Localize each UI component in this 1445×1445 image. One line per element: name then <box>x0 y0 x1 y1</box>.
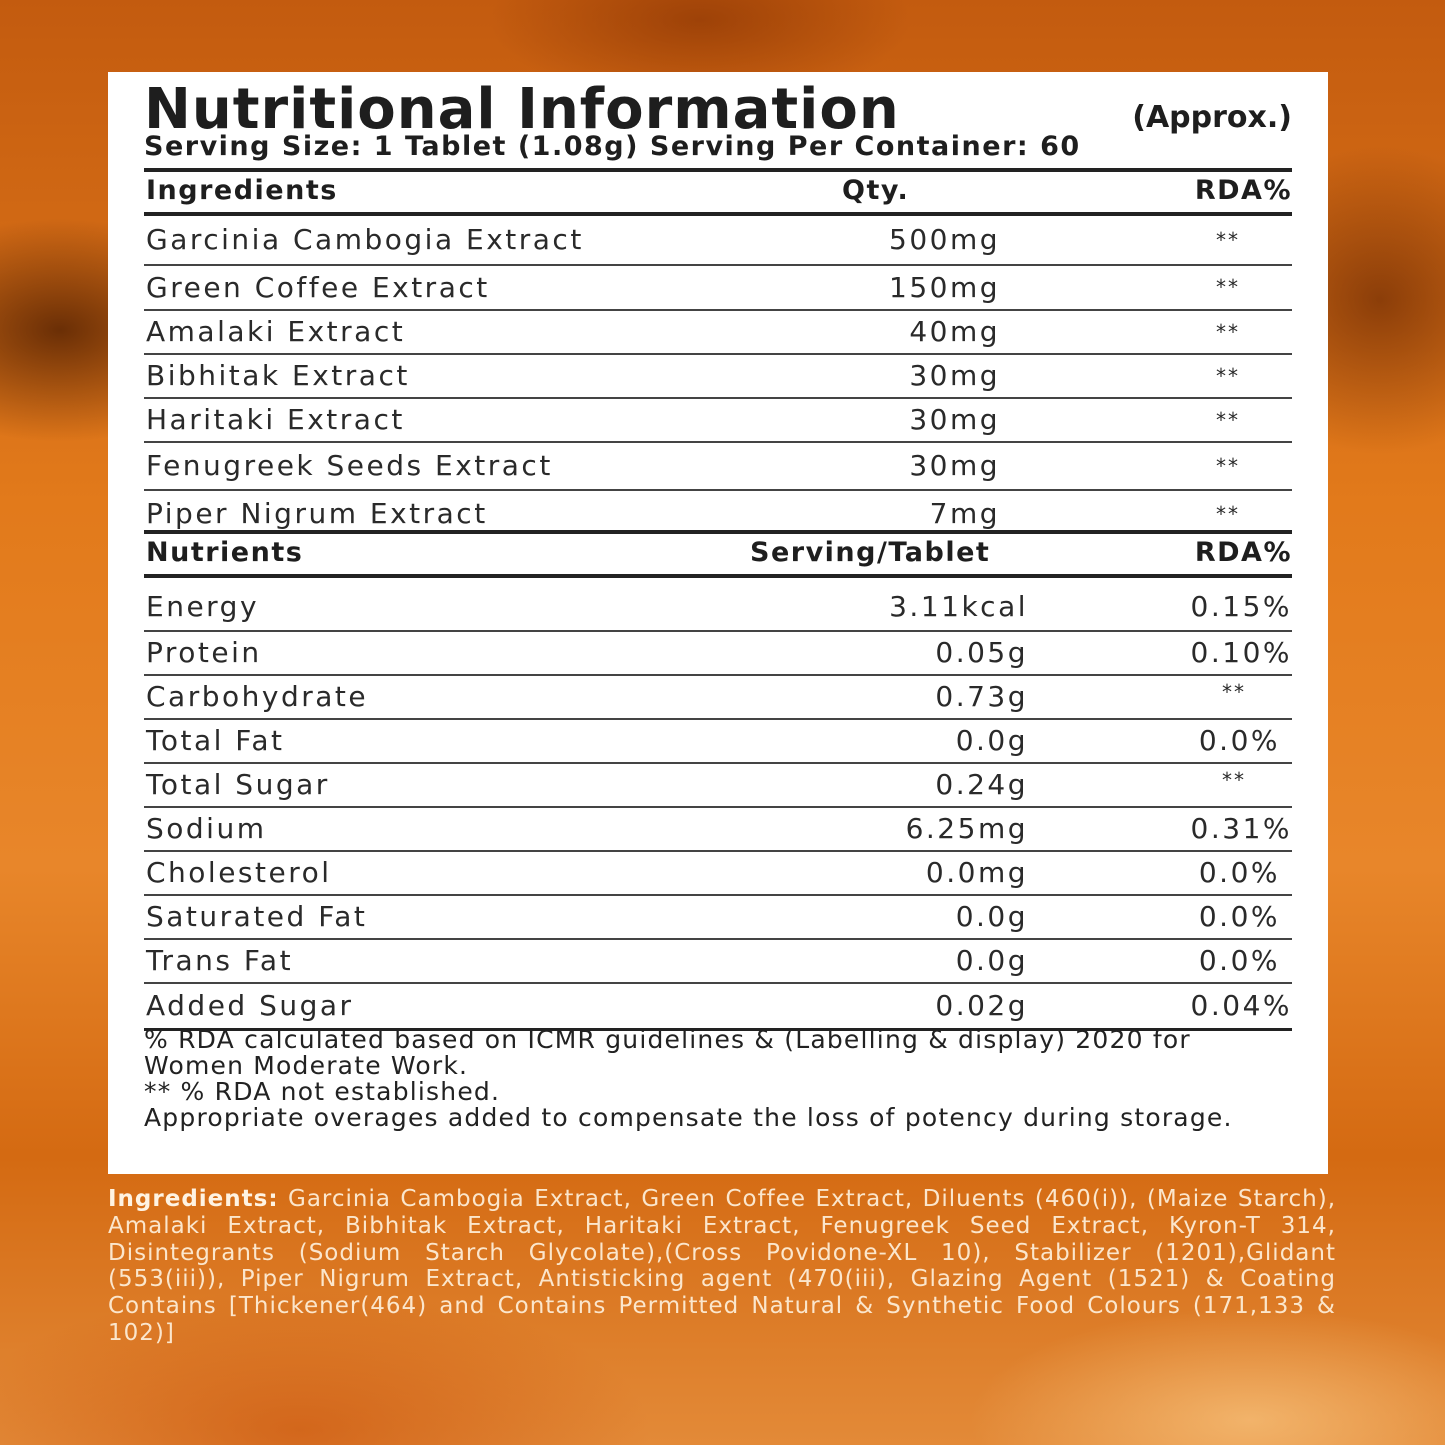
nutrient-name: Trans Fat <box>146 944 294 977</box>
table-row <box>144 720 1292 764</box>
table-row <box>144 896 1292 940</box>
ingredient-qty: 7mg <box>929 497 1000 530</box>
ingredients-table-body <box>144 216 1292 537</box>
header-rda: RDA% <box>1194 537 1292 568</box>
table-row <box>144 940 1292 984</box>
ingredient-qty: 40mg <box>909 315 1000 348</box>
nutrient-rda: 0.04% <box>1190 989 1292 1022</box>
table-row <box>144 808 1292 852</box>
ingredient-name: Amalaki Extract <box>146 315 406 348</box>
nutrient-qty: 6.25mg <box>905 812 1028 845</box>
table-row <box>144 355 1292 399</box>
ingredient-qty: 30mg <box>909 403 1000 436</box>
nutrient-name: Sodium <box>146 812 267 845</box>
ingredient-rda: ** <box>1216 320 1240 344</box>
nutrient-qty: 0.02g <box>935 989 1028 1022</box>
header-qty: Qty. <box>842 175 910 206</box>
ingredients-label: Ingredients: <box>108 1186 279 1212</box>
nutrients-table-header <box>144 530 1292 578</box>
nutrient-rda: ** <box>1222 768 1246 792</box>
ingredient-qty: 500mg <box>889 223 1000 256</box>
table-row <box>144 764 1292 808</box>
nutrient-name: Cholesterol <box>146 856 332 889</box>
ingredient-name: Green Coffee Extract <box>146 271 490 304</box>
nutrient-qty: 0.73g <box>935 680 1028 713</box>
table-row <box>144 676 1292 720</box>
table-row <box>144 984 1292 1031</box>
nutrient-rda: 0.0% <box>1198 900 1280 933</box>
nutrient-name: Saturated Fat <box>146 900 368 933</box>
ingredient-qty: 30mg <box>909 359 1000 392</box>
nutrient-qty: 0.24g <box>935 768 1028 801</box>
table-row <box>144 578 1292 632</box>
table-row <box>144 216 1292 266</box>
nutrients-table-body <box>144 578 1292 1031</box>
nutrient-rda: 0.31% <box>1190 812 1292 845</box>
header-rda: RDA% <box>1194 175 1292 206</box>
nutrient-qty: 3.11kcal <box>889 590 1028 623</box>
page-title: Nutritional Information <box>144 77 900 142</box>
table-row <box>144 311 1292 355</box>
overages-note: Appropriate overages added to compensate the loss of potency during storage. <box>144 1103 1233 1132</box>
nutrient-name: Added Sugar <box>146 989 354 1022</box>
header-ingredients: Ingredients <box>146 175 338 206</box>
nutrient-qty: 0.0g <box>955 944 1028 977</box>
nutrient-rda: 0.0% <box>1198 856 1280 889</box>
footnotes <box>144 1027 1292 1131</box>
table-row <box>144 852 1292 896</box>
nutrient-qty: 0.05g <box>935 636 1028 669</box>
ingredients-text: Garcinia Cambogia Extract, Green Coffee Extract, Diluents (460(i)), (Maize Starch), Amalaki Extract, Bibhitak Extract, Haritaki Extract, Fenugreek Seed Extract, Kyron-T 314, Disintegrants (Sodium Starch Glycolate),(Cross Povidone-XL 10), Stabilizer (1201),Glidant (553(iii)), Piper Nigrum Extract, Antisticking agent (470(iii), Glazing Agent (1521) & Coating Contains [Thickener(464) and Contains Permitted Natural & Synthetic Food Colours (171,133 & 102)] <box>108 1186 1337 1346</box>
nutrition-panel <box>108 72 1328 1174</box>
nutrient-name: Carbohydrate <box>146 680 369 713</box>
rda-basis-note: % RDA calculated based on ICMR guidelines & (Labelling & display) 2020 for Women Moderate Work. <box>144 1025 1191 1080</box>
table-row <box>144 399 1292 443</box>
ingredient-rda: ** <box>1216 502 1240 526</box>
table-row <box>144 443 1292 491</box>
ingredient-rda: ** <box>1216 228 1240 252</box>
nutrient-rda: 0.15% <box>1190 590 1292 623</box>
ingredient-qty: 150mg <box>889 271 1000 304</box>
table-row <box>144 632 1292 676</box>
ingredient-rda: ** <box>1216 275 1240 299</box>
nutrient-name: Total Fat <box>146 724 285 757</box>
nutrients-table <box>144 530 1292 1031</box>
ingredient-name: Haritaki Extract <box>146 403 405 436</box>
rda-not-established-note: ** % RDA not established. <box>144 1077 501 1106</box>
nutrient-rda: 0.0% <box>1198 944 1280 977</box>
ingredient-name: Garcinia Cambogia Extract <box>146 223 584 256</box>
ingredient-name: Bibhitak Extract <box>146 359 410 392</box>
nutrient-rda: 0.0% <box>1198 724 1280 757</box>
ingredient-rda: ** <box>1216 454 1240 478</box>
ingredient-rda: ** <box>1216 408 1240 432</box>
nutrient-qty: 0.0g <box>955 724 1028 757</box>
nutrient-name: Protein <box>146 636 262 669</box>
nutrient-rda: ** <box>1222 680 1246 704</box>
nutrient-rda: 0.10% <box>1190 636 1292 669</box>
nutrient-qty: 0.0g <box>955 900 1028 933</box>
header-serving: Serving/Tablet <box>750 537 991 568</box>
header-nutrients: Nutrients <box>146 537 304 568</box>
ingredients-list <box>108 1186 1336 1347</box>
ingredient-rda: ** <box>1216 364 1240 388</box>
approx-label: (Approx.) <box>1132 100 1292 135</box>
ingredients-table <box>144 168 1292 537</box>
ingredients-table-header <box>144 168 1292 216</box>
table-row <box>144 266 1292 311</box>
ingredient-qty: 30mg <box>909 449 1000 482</box>
ingredient-name: Piper Nigrum Extract <box>146 497 488 530</box>
ingredient-name: Fenugreek Seeds Extract <box>146 449 553 482</box>
nutrient-name: Total Sugar <box>146 768 330 801</box>
nutrient-name: Energy <box>146 590 260 623</box>
nutrient-qty: 0.0mg <box>925 856 1028 889</box>
serving-info: Serving Size: 1 Tablet (1.08g) Serving Per Container: 60 <box>144 131 1081 162</box>
